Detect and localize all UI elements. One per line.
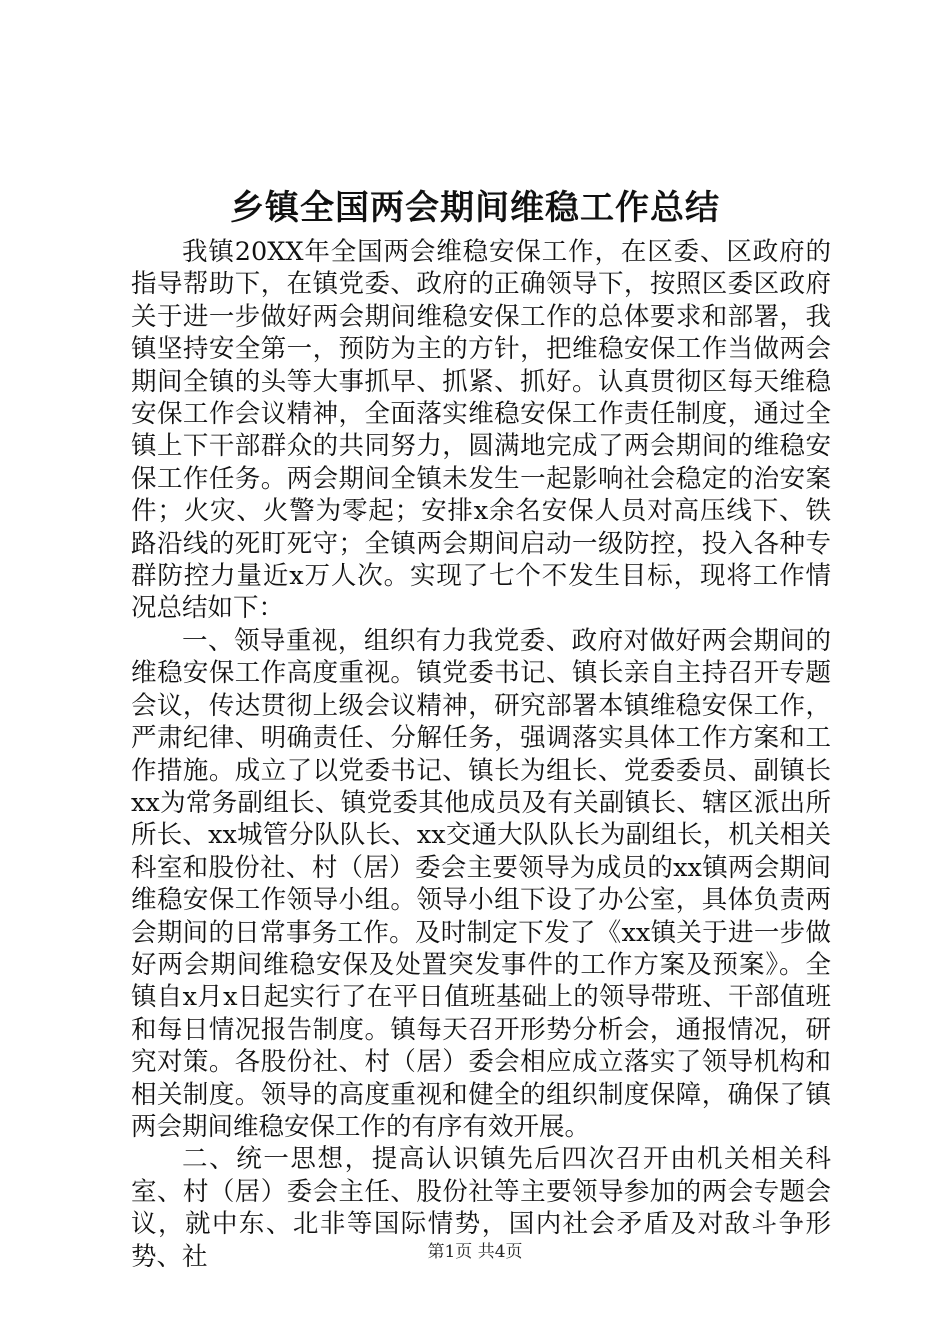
document-title: 乡镇全国两会期间维稳工作总结: [230, 188, 720, 228]
body-paragraph-section-2: 二、统一思想，提高认识镇先后四次召开由机关相关科室、村（居）委会主任、股份社等主要领导参加的两会专题会议，就中东、北非等国际情势，国内社会矛盾及对敌斗争形势、社: [131, 1144, 831, 1272]
page-number-footer: 第1页 共4页: [427, 1242, 523, 1262]
body-paragraph-section-1: 一、领导重视，组织有力我党委、政府对做好两会期间的维稳安保工作高度重视。镇党委书记、镇长亲自主持召开专题会议，传达贯彻上级会议精神，研究部署本镇维稳安保工作，严肃纪律、明确责任、分解任务，强调落实具体工作方案和工作措施。成立了以党委书记、镇长为组长、党委委员、副镇长xx为常务副组长、镇党委其他成员及有关副镇长、辖区派出所所长、xx城管分队队长、xx交通大队队长为副组长，机关相关科室和股份社、村（居）委会主要领导为成员的xx镇两会期间维稳安保工作领导小组。领导小组下设了办公室，具体负责两会期间的日常事务工作。及时制定下发了《xx镇关于进一步做好两会期间维稳安保及处置突发事件的工作方案及预案》。全镇自x月x日起实行了在平日值班基础上的领导带班、干部值班和每日情况报告制度。镇每天召开形势分析会，通报情况，研究对策。各股份社、村（居）委会相应成立落实了领导机构和相关制度。领导的高度重视和健全的组织制度保障，确保了镇两会期间维稳安保工作的有序有效开展。: [131, 625, 831, 1142]
document-body: [131, 236, 831, 1273]
body-paragraph-intro: 我镇20XX年全国两会维稳安保工作，在区委、区政府的指导帮助下，在镇党委、政府的正确领导下，按照区委区政府关于进一步做好两会期间维稳安保工作的总体要求和部署，我镇坚持安全第一，预防为主的方针，把维稳安保工作当做两会期间全镇的头等大事抓早、抓紧、抓好。认真贯彻区每天维稳安保工作会议精神，全面落实维稳安保工作责任制度，通过全镇上下干部群众的共同努力，圆满地完成了两会期间的维稳安保工作任务。两会期间全镇未发生一起影响社会稳定的治安案件；火灾、火警为零起；安排x余名安保人员对高压线下、铁路沿线的死盯死守；全镇两会期间启动一级防控，投入各种专群防控力量近x万人次。实现了七个不发生目标，现将工作情况总结如下：: [131, 237, 831, 624]
